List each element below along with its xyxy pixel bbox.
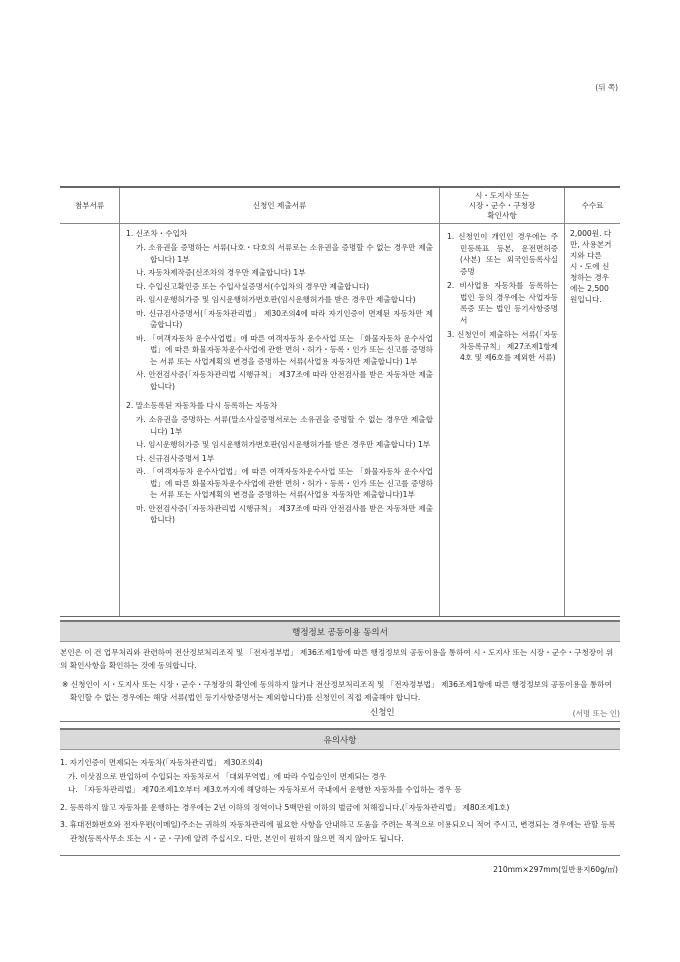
applicant-docs-cell (120, 224, 440, 616)
notes-title: 유의사항 (60, 728, 620, 750)
list-item: 라. 임시운행허가증 및 임시운행허가번호판(임시운행허가를 받은 경우만 제출합니다) (136, 295, 416, 304)
consent-note: ※ 신청인이 시・도지사 또는 시장・군수・구청장의 확인에 동의하지 않거나 전산정보처리조직 및 「전자정부법」 제36조제1항에 따른 행정정보의 공동이용을 통하여 확인할 수 없는 경우에는 해당 서류(법인 등기사항증명서는 제외합니다)를 신청인이 직접 제출해야 합니다. (62, 680, 612, 702)
list-item: 마. 안전검사증(「자동차관리법 시행규칙」 제37조에 따라 안전검사를 받은 자동차만 제출합니다) (136, 503, 433, 524)
page-side-label: (뒤 쪽) (595, 83, 618, 92)
signature-field[interactable]: (서명 또는 인) (572, 709, 620, 718)
header-fee: 수수료 (581, 200, 604, 210)
signature-row (60, 706, 620, 722)
list-item: 다. 수입신고확인증 또는 수입사실증명서(수입차의 경우만 제출합니다) (136, 281, 370, 291)
table-header (60, 188, 620, 224)
attachments-cell (60, 224, 120, 616)
header-confirm: 시・도지사 또는 시장・군수・구청장 확인사항 (440, 188, 565, 223)
header-applicant-docs: 신청인 제출서류 (120, 188, 440, 223)
list-item: 나. 임시운행허가증 및 임시운행허가번호판(임시운행허가를 받은 경우만 제출합니다) 1부 (136, 440, 431, 449)
consent-title: 행정정보 공동이용 동의서 (60, 620, 620, 642)
section-reregister (120, 400, 439, 526)
list-item: 라. 「여객자동차 운수사업법」에 따른 여객자동차운수사업 또는 「화물자동차 운수사업법」에 따른 화물자동차운수사업에 관한 면허・허가・등록・인가 또는 신고를 증명하는 서류 또는 사업계획의 변경을 증명하는 서류(사업용 자동차만 제출합니다)1부 (136, 467, 433, 499)
header-attachments: 첨부서류 (60, 188, 120, 223)
list-item: 다. 신규검사증명서 1부 (136, 453, 215, 463)
note-line: 1. 자기인증이 면제되는 자동차(「자동차관리법」 제30조의4) (60, 758, 263, 767)
confirm-item: 3. 신청인이 제출하는 서류(「자동차등록규칙」 제27조제1항제4호 및 제6호를 제외한 서류) (447, 330, 558, 362)
list-item: 사. 안전검사증(「자동차관리법 시행규칙」 제37조에 따라 안전검사를 받은 자동차만 제출합니다) (136, 370, 433, 391)
confirm-item: 1. 신청인이 개인인 경우에는 주민등록표 등본, 운전면허증(사본) 또는 외국인등록사실증명 (447, 232, 558, 276)
fee-cell (565, 224, 620, 616)
confirm-item: 2. 비사업용 자동차를 등록하는 법인 등의 경우에는 사업자등록증 또는 법인 등기사항증명서 (447, 281, 558, 325)
applicant-label: 신청인 (370, 708, 395, 718)
note-line: 가. 이삿짐으로 반입하여 수입되는 자동차로서 「대외무역법」에 따라 수입승인이 면제되는 경우 (68, 771, 387, 781)
attachments-table (60, 186, 620, 617)
section-new-import (120, 228, 439, 392)
note-line: 나. 「자동차관리법」 제70조제1호부터 제3호까지에 해당하는 자동차로서 국내에서 운행한 자동차를 수입하는 경우 등 (68, 785, 462, 794)
paper-size: 210mm×297mm(일반용지60g/㎡) (493, 865, 618, 874)
bottom-rule (60, 855, 620, 856)
notes-list (60, 756, 620, 845)
confirm-cell (440, 224, 565, 616)
list-item: 가. 소유권을 증명하는 서류(나호・다호의 서류로는 소유권을 증명할 수 없는 경우만 제출합니다) 1부 (136, 243, 433, 264)
fee-text: 2,000원. 다만, 사용본거지와 다른 시・도에 신청하는 경우에는 2,500원입니다. (570, 229, 612, 304)
note-line: 2. 등록하지 않고 자동차를 운행하는 경우에는 2년 이하의 징역이나 5백만원 이하의 벌금에 처해집니다.(「자동차관리법」 제80조제1호) (60, 802, 510, 812)
list-item: 마. 신규검사증명서(「자동차관리법」 제30조의4에 따라 자기인증이 면제된 자동차만 제출합니다) (136, 308, 433, 329)
list-item: 바. 「여객자동차 운수사업법」에 따른 여객자동차 운수사업 또는 「화물자동차 운수사업법」에 따른 화물자동차운수사업에 관한 면허・허가・등록・인가 또는 신고를 증명하는 서류 또는 사업계획의 변경을 증명하는 서류(사업용 자동차만 제출합니다) 1부 (136, 333, 433, 366)
section-title: 2. 말소등록된 자동차를 다시 등록하는 자동차 (126, 401, 278, 410)
list-item: 나. 자동차제작증(신조차의 경우만 제출합니다) 1부 (136, 268, 306, 277)
consent-body: 본인은 이 건 업무처리와 관련하여 전산정보처리조직 및 「전자정부법」 제36조제1항에 따른 행정정보의 공동이용을 통하여 시・도지사 또는 시장・군수・구청장이 위의 확인사항을 확인하는 것에 동의합니다. (60, 648, 614, 670)
section-title: 1. 신조차・수입차 (126, 229, 188, 238)
list-item: 가. 소유권을 증명하는 서류(말소사실증명서로는 소유권을 증명할 수 없는 경우만 제출합니다) 1부 (136, 415, 433, 436)
note-line: 3. 휴대전화번호와 전자우편(이메일)주소는 귀하의 자동차관리에 필요한 사항을 안내하고 도움을 주려는 목적으로 이용되오니 적어 주시고, 변경되는 경우에는 관할 등록관청(등록사무소 또는 시・군・구)에 알려 주십시오. 다만, 본인이 원하지 않으면 적지 않아도 됩니다. (60, 820, 616, 843)
